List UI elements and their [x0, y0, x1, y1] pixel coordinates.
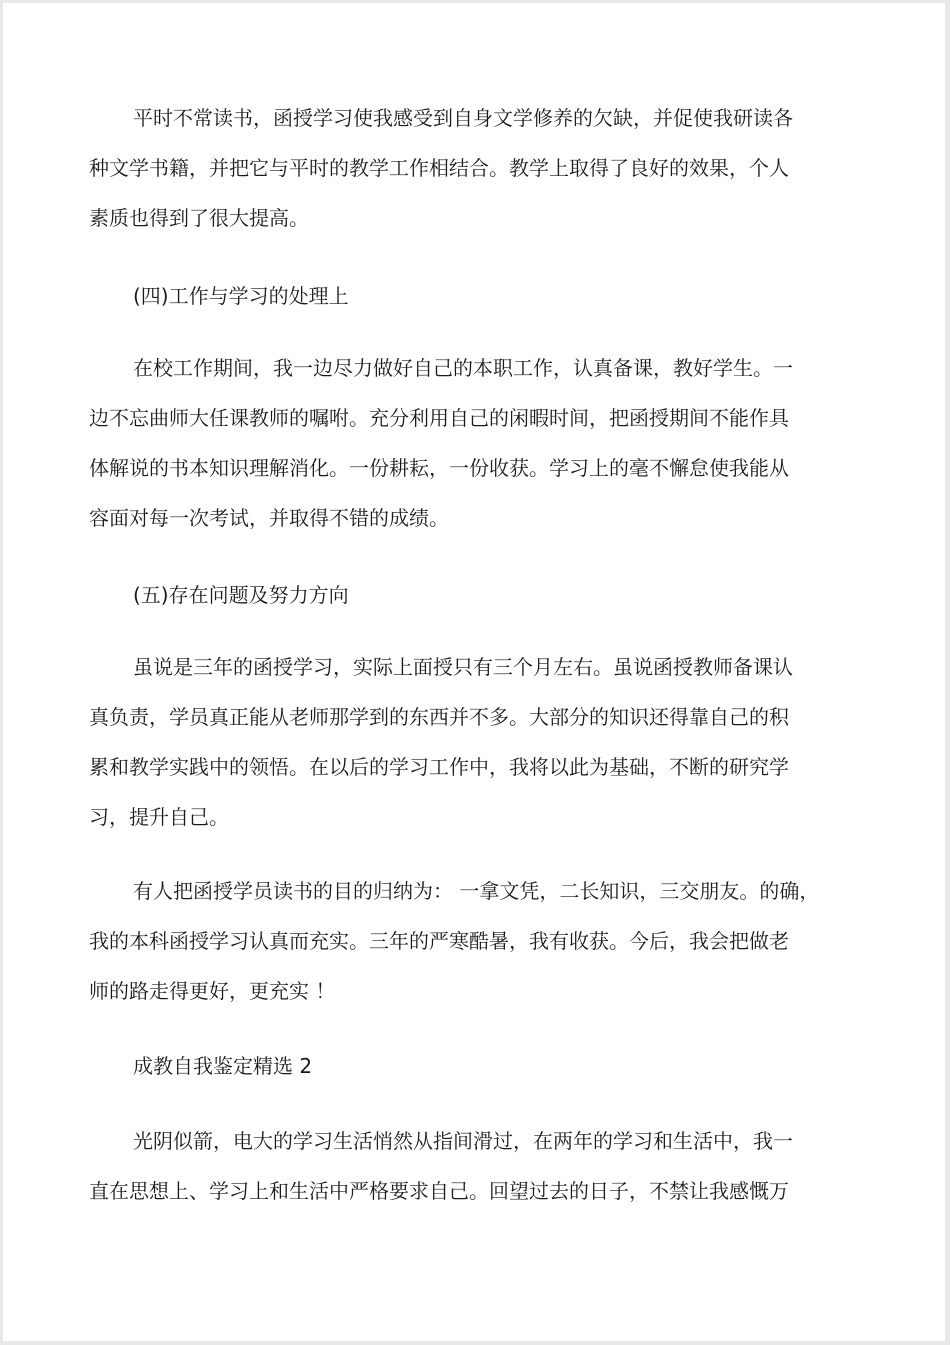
paragraph-line: 边不忘曲师大任课教师的嘱咐。充分利用自己的闲暇时间，把函授期间不能作具 — [89, 406, 789, 430]
paragraph-line: 素质也得到了很大提高。 — [89, 206, 309, 230]
paragraph-line: 真负责，学员真正能从老师那学到的东西并不多。大部分的知识还得靠自己的积 — [89, 705, 789, 729]
paragraph-line: 光阴似箭，电大的学习生活悄然从指间滑过，在两年的学习和生活中，我一 — [133, 1129, 793, 1153]
paragraph-line: 习，提升自己。 — [89, 805, 229, 829]
paragraph-line: 平时不常读书，函授学习使我感受到自身文学修养的欠缺，并促使我研读各 — [133, 106, 793, 130]
paragraph-line: 我的本科函授学习认真而充实。三年的严寒酷暑，我有收获。今后，我会把做老 — [89, 929, 789, 953]
paragraph-line: 虽说是三年的函授学习，实际上面授只有三个月左右。虽说函授教师备课认 — [133, 655, 793, 679]
paragraph-line: 种文学书籍，并把它与平时的教学工作相结合。教学上取得了良好的效果，个人 — [89, 156, 789, 180]
section-heading: (四)工作与学习的处理上 — [133, 284, 349, 308]
paragraph-line: 直在思想上、学习上和生活中严格要求自己。回望过去的日子，不禁让我感慨万 — [89, 1179, 789, 1203]
paragraph-line: 有人把函授学员读书的目的归纳为： 一拿文凭，二长知识，三交朋友。的确， — [133, 879, 820, 903]
paragraph-line: 累和教学实践中的领悟。在以后的学习工作中，我将以此为基础，不断的研究学 — [89, 755, 789, 779]
paragraph-line: 容面对每一次考试，并取得不错的成绩。 — [89, 506, 449, 530]
document-page — [3, 3, 945, 1341]
paragraph-line: 在校工作期间，我一边尽力做好自己的本职工作，认真备课，教好学生。一 — [133, 356, 793, 380]
section-heading: (五)存在问题及努力方向 — [133, 583, 349, 607]
section-heading: 成教自我鉴定精选 2 — [133, 1054, 313, 1078]
paragraph-line: 体解说的书本知识理解消化。一份耕耘，一份收获。学习上的毫不懈怠使我能从 — [89, 456, 789, 480]
paragraph-line: 师的路走得更好，更充实 ！ — [89, 979, 336, 1003]
